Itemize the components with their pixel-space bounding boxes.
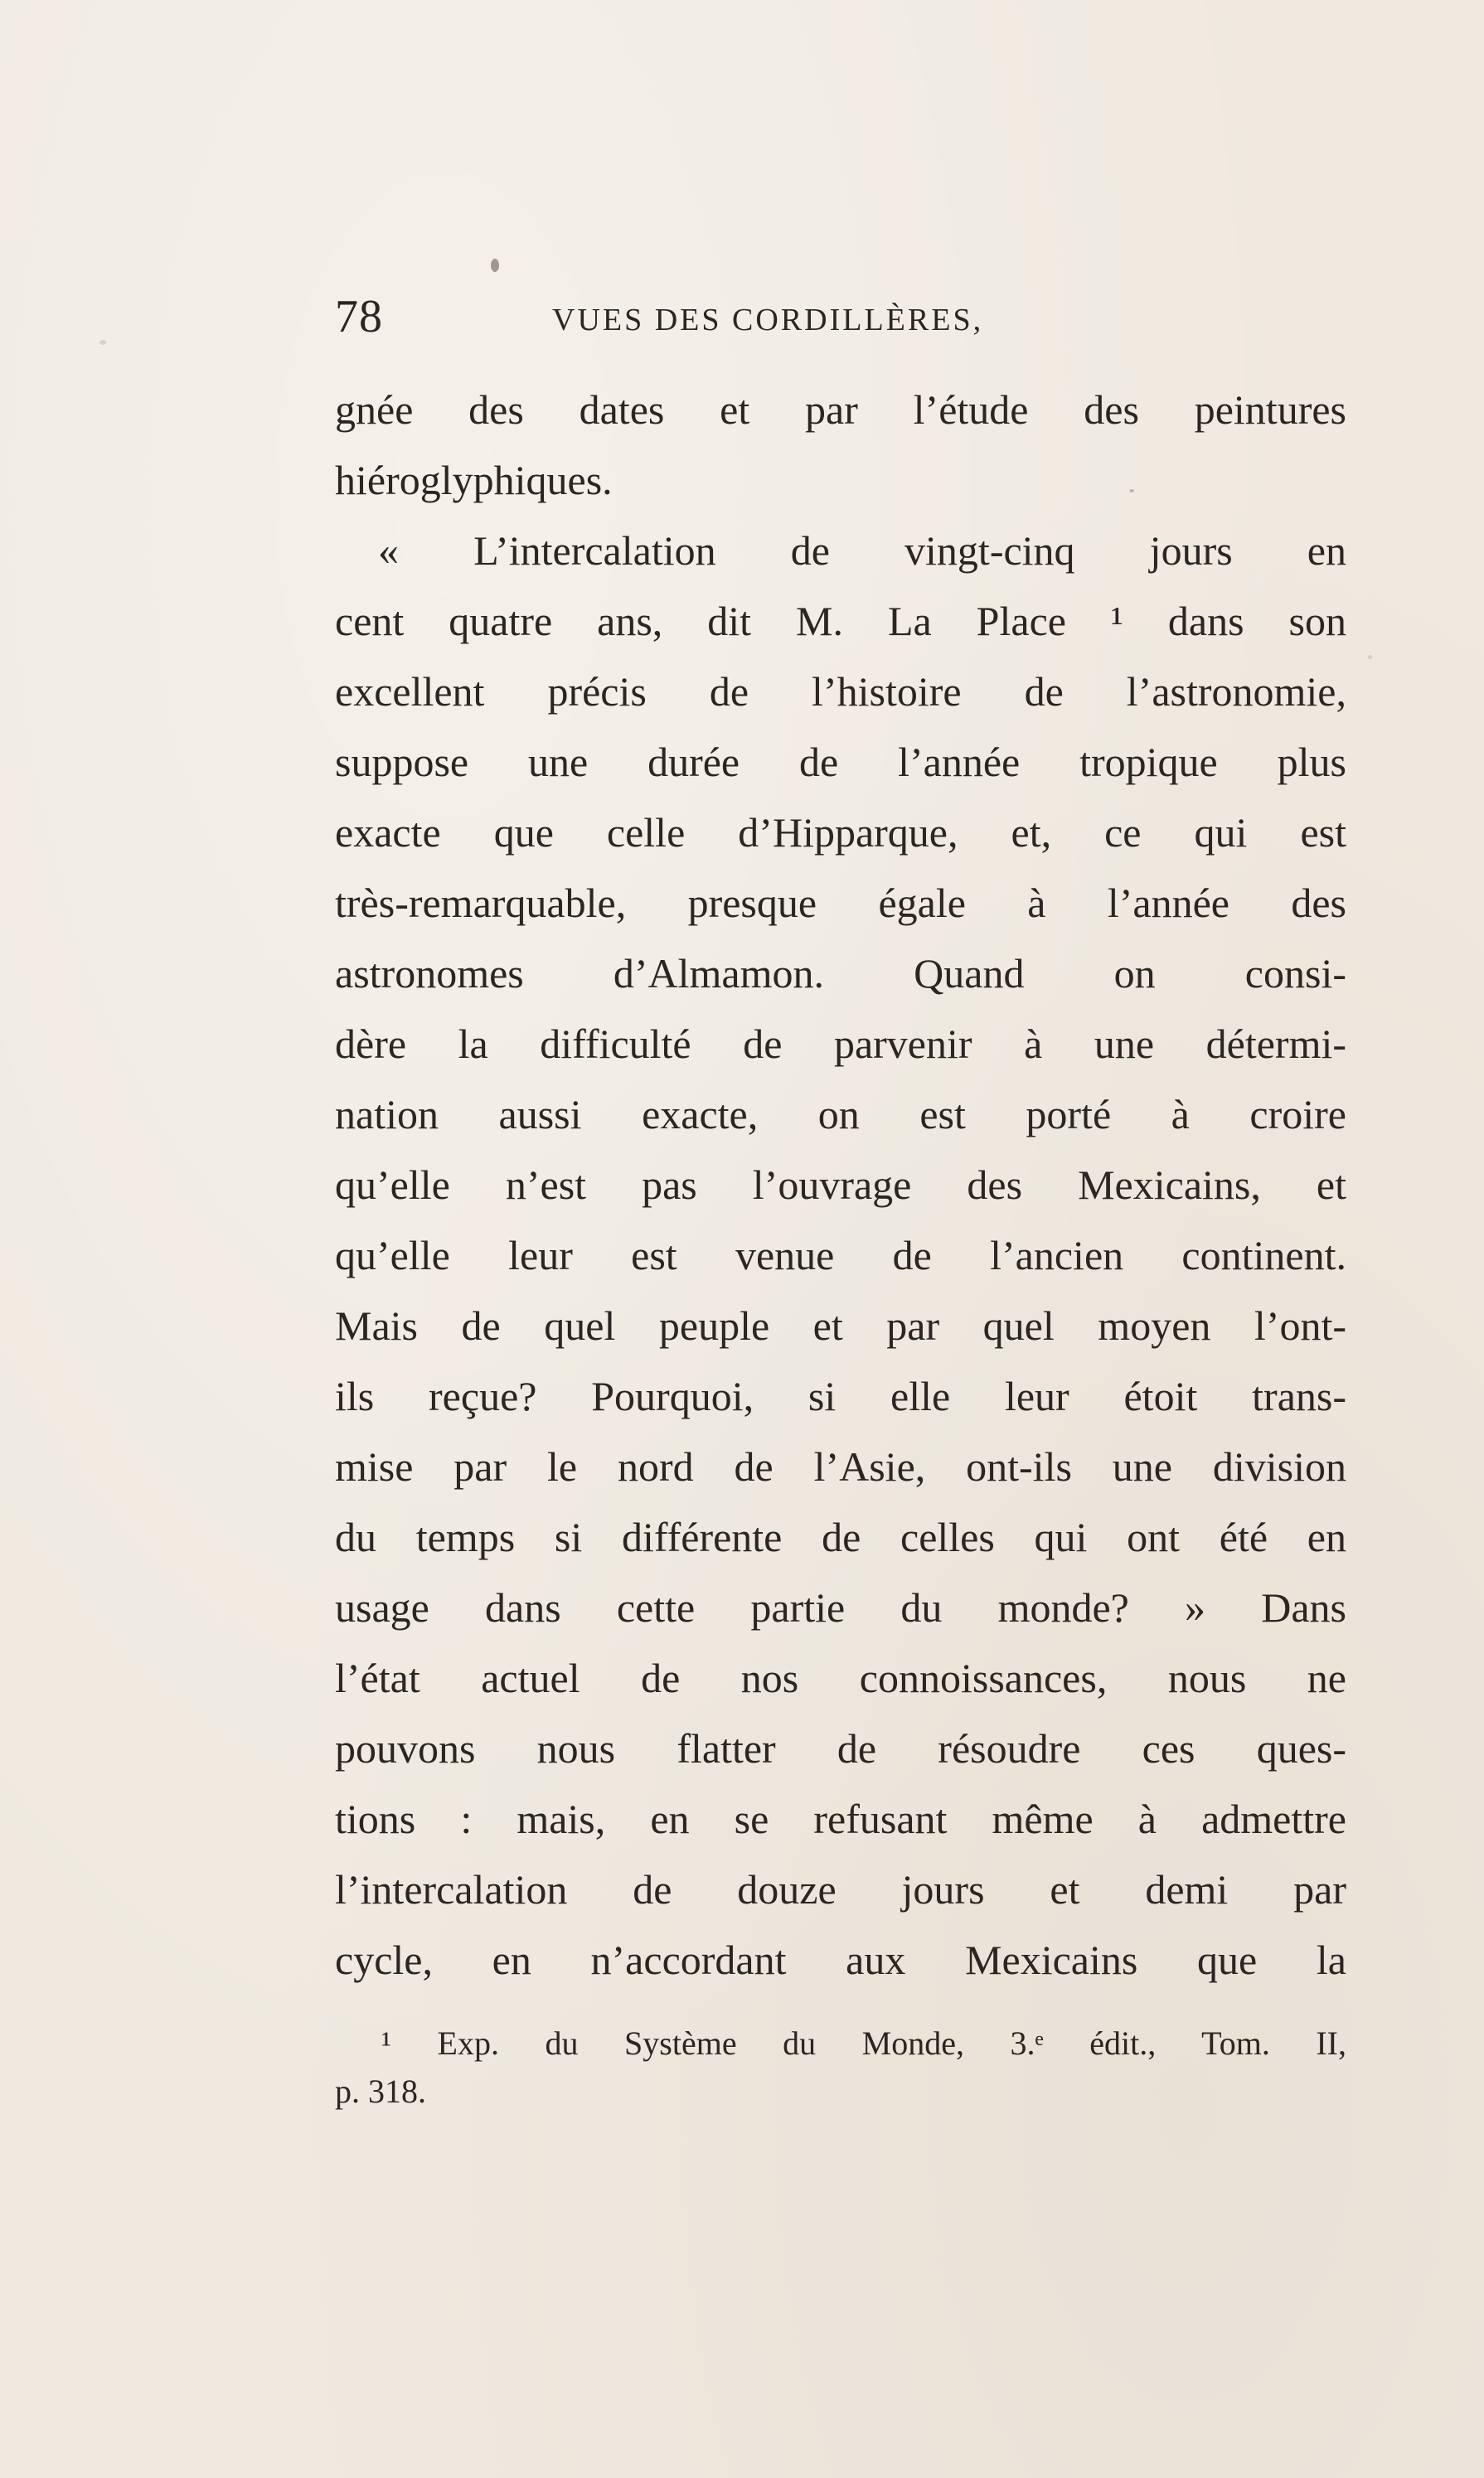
text-line: Mais de quel peuple et par quel moyen l’ont- [335, 1302, 1346, 1349]
ink-speck [1129, 489, 1134, 492]
footnote-line: ¹ Exp. du Système du Monde, 3.ᵉ édit., Tom. II, [381, 2025, 1346, 2062]
text-line: gnée des dates et par l’étude des peintures [335, 386, 1346, 433]
footnote [335, 2020, 1346, 2116]
text-line: exacte que celle d’Hipparque, et, ce qui est [335, 809, 1346, 856]
text-line: qu’elle leur est venue de l’ancien continent. [335, 1232, 1346, 1278]
text-line: l’état actuel de nos connoissances, nous ne [335, 1655, 1346, 1701]
text-line: dère la difficulté de parvenir à une détermi- [335, 1021, 1346, 1067]
footnote-line: p. 318. [335, 2073, 426, 2110]
ink-speck [99, 340, 106, 345]
text-line: pouvons nous flatter de résoudre ces ques- [335, 1725, 1346, 1772]
text-line: du temps si différente de celles qui ont été en [335, 1514, 1346, 1560]
text-line: qu’elle n’est pas l’ouvrage des Mexicains, et [335, 1161, 1346, 1208]
text-line: « L’intercalation de vingt-cinq jours en [378, 527, 1346, 574]
text-line: mise par le nord de l’Asie, ont-ils une division [335, 1443, 1346, 1490]
text-line: l’intercalation de douze jours et demi par [335, 1866, 1346, 1913]
text-line: très-remarquable, presque égale à l’année des [335, 880, 1346, 926]
page-header [335, 290, 1346, 356]
text-line: cent quatre ans, dit M. La Place ¹ dans son [335, 598, 1346, 644]
text-line: tions : mais, en se refusant même à admettre [335, 1796, 1346, 1842]
ink-speck [1368, 655, 1372, 659]
text-line: astronomes d’Almamon. Quand on consi- [335, 950, 1346, 997]
text-line: nation aussi exacte, on est porté à croire [335, 1091, 1346, 1137]
text-line: ils reçue? Pourquoi, si elle leur étoit trans- [335, 1373, 1346, 1419]
ink-speck [491, 259, 499, 272]
page-number: 78 [335, 291, 383, 342]
running-head: VUES DES CORDILLÈRES, [552, 303, 984, 337]
text-line: excellent précis de l’histoire de l’astronomie, [335, 668, 1346, 715]
body-text [335, 375, 1346, 1995]
text-line: usage dans cette partie du monde? » Dans [335, 1584, 1346, 1631]
text-line: hiéroglyphiques. [335, 457, 613, 503]
text-line: cycle, en n’accordant aux Mexicains que la [335, 1937, 1346, 1983]
text-line: suppose une durée de l’année tropique plus [335, 739, 1346, 785]
